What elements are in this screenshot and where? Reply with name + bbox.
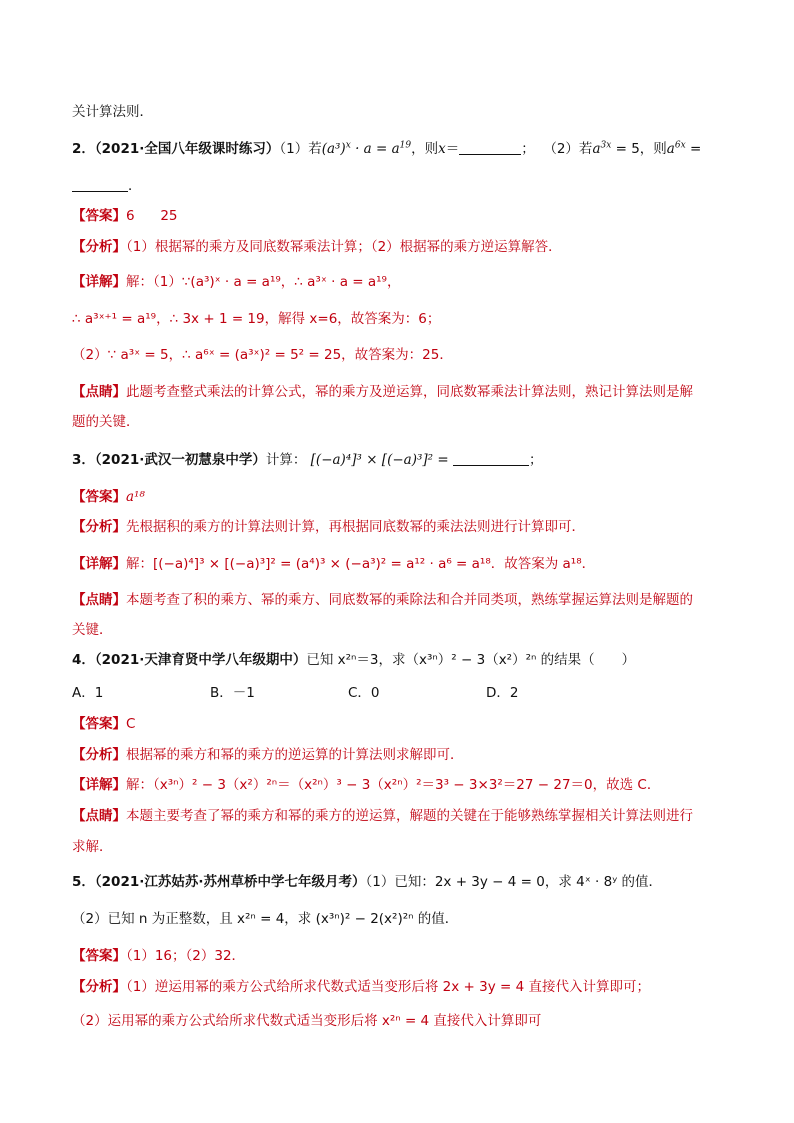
- q2-detail-3: （2）∵ a³ˣ = 5，∴ a⁶ˣ = (a³ˣ)² = 5² = 25，故答案为：25．: [72, 347, 453, 363]
- q2-analysis: （1）根据幂的乘方及同底数幂乘法计算；（2）根据幂的乘方逆运算解答．: [126, 239, 562, 255]
- q5-analysis-line-1: [72, 978, 650, 996]
- q4-point-line-2: [72, 838, 113, 856]
- answer-label: 【答案】: [72, 208, 126, 224]
- q4-analysis: 根据幂的乘方和幂的乘方的逆运算的计算法则求解即可．: [126, 747, 464, 763]
- q3-end: ；: [528, 452, 543, 468]
- detail-label: 【详解】: [72, 556, 126, 572]
- q5-answer-line: [72, 947, 245, 965]
- analysis-label: 【分析】: [72, 747, 126, 763]
- q2-number: 2．: [72, 141, 95, 157]
- q2-detail-1: ∵(a³)ˣ · a = a¹⁹，∴ a³ˣ · a = a¹⁹，: [181, 274, 401, 290]
- q2-eq1: $(a^3)^x \cdot a = a^{19}$: [321, 140, 412, 157]
- q2-point-line-1: [72, 383, 693, 401]
- q4-option-a[interactable]: A．1: [72, 685, 104, 701]
- q2-detail-2b: ，故答案为：6；: [337, 311, 441, 327]
- q2-eq2: = 5，则: [611, 141, 667, 157]
- q4-stem-text: 已知 x²ⁿ＝3，求（x³ⁿ）² − 3（x²）²ⁿ 的结果（ ）: [306, 652, 636, 668]
- q3-point-1: 本题考查了积的乘方、幂的乘方、同底数幂的乘除法和合并同类项，熟练掌握运算法则是解题的: [126, 592, 693, 608]
- q4-detail-line: [72, 776, 660, 794]
- q2-sep: ；: [521, 141, 535, 157]
- analysis-label: 【分析】: [72, 519, 126, 535]
- q2-stem-cont: [72, 177, 142, 195]
- answer-label: 【答案】: [72, 948, 126, 964]
- q3-answer: a¹⁸: [126, 489, 145, 505]
- q5-analysis-1: （1）逆运用幂的乘方公式给所求代数式适当变形后将 2x + 3y = 4 直接代入计算即可；: [126, 979, 650, 995]
- analysis-label: 【分析】: [72, 239, 126, 255]
- q4-option-c[interactable]: C．0: [348, 685, 380, 701]
- q3-answer-line: [72, 488, 145, 506]
- q2-detail-line-1: [72, 273, 400, 291]
- answer-label: 【答案】: [72, 716, 126, 732]
- detail-label: 【详解】: [72, 777, 126, 793]
- q2-detail-2a: ∴ a³ˣ⁺¹ = a¹⁹，∴ 3x + 1 = 19，解得: [72, 311, 310, 327]
- q4-stem: [72, 651, 635, 669]
- q2-part1: （1）若: [279, 141, 322, 157]
- q4-point-line-1: [72, 807, 693, 825]
- q2-source: （2021·全国八年级课时练习）: [94, 141, 280, 157]
- q5-source: （2021·江苏姑苏·苏州草桥中学七年级月考）: [94, 874, 366, 890]
- q2-a4x: $a^{6x}$: [666, 140, 686, 157]
- q4-point-2: 求解．: [72, 839, 113, 855]
- q4-number: 4．: [72, 652, 95, 668]
- q2-detail-prefix: 解：（1）: [126, 274, 182, 290]
- q4-option-b[interactable]: B．－1: [210, 685, 255, 701]
- q4-answer: C: [126, 716, 136, 732]
- q3-blank[interactable]: [453, 452, 529, 466]
- intro-line: [72, 103, 153, 121]
- q3-detail-prefix: 解：: [126, 556, 153, 572]
- q2-point-1: 此题考查整式乘法的计算公式，幂的乘方及逆运算，同底数幂乘法计算法则，熟记计算法则是解: [126, 384, 693, 400]
- point-label: 【点睛】: [72, 384, 126, 400]
- q2-stem: 2．（2021·全国八年级课时练习）（1）若$(a^3)^x \cdot a = a^{19}$，则x＝ ； （2）若$a^{3x} = 5$，则$a^{6x}$ =: [72, 140, 702, 157]
- q3-number: 3．: [72, 452, 95, 468]
- q2-answer-line: [72, 207, 178, 225]
- q4-source: （2021·天津育贤中学八年级期中）: [94, 652, 307, 668]
- q4-point-1: 本题主要考查了幂的乘方和幂的乘方的逆运算，解题的关键在于能够熟练掌握相关计算法则进行: [126, 808, 693, 824]
- q4-detail: （x³ⁿ）² − 3（x²）²ⁿ＝（x²ⁿ）³ − 3（x²ⁿ）²＝3³ − 3×3²＝27 − 27＝0，故选 C．: [153, 777, 661, 793]
- q4-option-d[interactable]: D．2: [486, 685, 519, 701]
- q5-number: 5．: [72, 874, 95, 890]
- q3-stem: [72, 451, 542, 469]
- q4-detail-prefix: 解：: [126, 777, 153, 793]
- q3-detail-line: [72, 555, 595, 573]
- q2-part2: （2）若: [543, 141, 593, 157]
- point-label: 【点睛】: [72, 808, 126, 824]
- q5-stem-line-1: [72, 873, 662, 891]
- q2-end: ．: [128, 178, 142, 194]
- point-label: 【点睛】: [72, 592, 126, 608]
- q3-source: （2021·武汉一初慧泉中学）: [94, 452, 266, 468]
- q2-analysis-line: [72, 238, 562, 256]
- q2-blank-1[interactable]: [459, 141, 521, 155]
- q2-blank-2[interactable]: [72, 178, 128, 192]
- q2-detail-2-red: x=6: [309, 311, 338, 327]
- q5-stem-1: （1）已知：2x + 3y − 4 = 0，求 4ˣ · 8ʸ 的值．: [365, 874, 663, 890]
- q5-analysis-2: （2）运用幂的乘方公式给所求代数式适当变形后将 x²ⁿ = 4 直接代入计算即可: [72, 1013, 542, 1029]
- q2-detail-line-2: [72, 310, 440, 328]
- q2-a3x: $a^{3x}$: [592, 140, 612, 157]
- q2-point-line-2: [72, 413, 140, 431]
- q5-stem-line-2: [72, 910, 458, 928]
- q2-x: x: [438, 141, 446, 157]
- detail-label: 【详解】: [72, 274, 126, 290]
- q2-detail-line-3: [72, 346, 453, 364]
- q3-point-line-2: [72, 621, 113, 639]
- analysis-label: 【分析】: [72, 979, 126, 995]
- q2-eq: ＝: [445, 141, 460, 157]
- q3-analysis: 先根据积的乘方的计算法则计算，再根据同底数幂的乘法法则进行计算即可．: [126, 519, 585, 535]
- q5-answer: （1）16；（2）32．: [126, 948, 246, 964]
- intro-tail: 关计算法则．: [72, 104, 153, 120]
- q2-point-2: 题的关键．: [72, 414, 140, 430]
- q4-analysis-line: [72, 746, 464, 764]
- q2-answer-1: 6: [126, 208, 135, 224]
- q4-answer-line: [72, 715, 135, 733]
- q3-expr: [(−a)⁴]³ × [(−a)³]² =: [310, 452, 449, 468]
- q3-point-2: 关键．: [72, 622, 113, 638]
- q3-detail: [(−a)⁴]³ × [(−a)³]² = (a⁴)³ × (−a³)² = a¹² · a⁶ = a¹⁸．故答案为 a¹⁸．: [153, 556, 596, 572]
- answer-label: 【答案】: [72, 489, 126, 505]
- q5-stem-2: （2）已知 n 为正整数，且 x²ⁿ = 4，求 (x³ⁿ)² − 2(x²)²ⁿ 的值．: [72, 911, 459, 927]
- q2-answer-2: 25: [160, 208, 178, 224]
- q3-analysis-line: [72, 518, 585, 536]
- q2-then: ，则: [411, 141, 439, 157]
- q3-prompt: 计算：: [265, 452, 307, 468]
- q3-point-line-1: [72, 591, 693, 609]
- q5-analysis-line-2: [72, 1012, 541, 1030]
